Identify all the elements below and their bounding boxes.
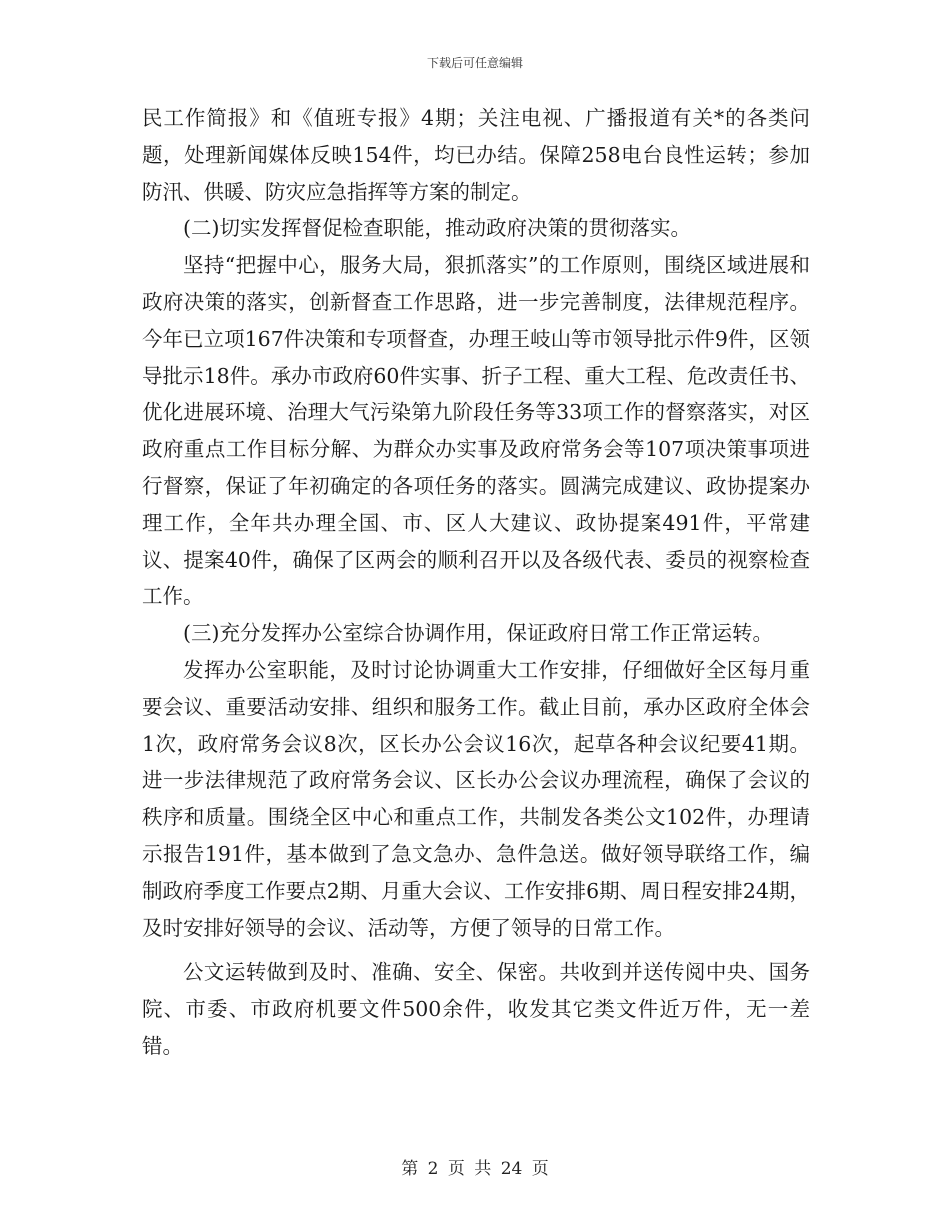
download-note: 下载后可任意编辑: [426, 56, 523, 70]
paragraph-documents: 公文运转做到及时、准确、安全、保密。共收到并送传阅中央、国务院、市委、市政府机要文件500余件，收发其它类文件近万件，无一差错。: [142, 960, 810, 1058]
section-heading-3: (三)充分发挥办公室综合协调作用，保证政府日常工作正常运转。: [183, 621, 773, 646]
paragraph-supervision: 坚持“把握中心，服务大局，狠抓落实”的工作原则，围绕区域进展和政府决策的落实，创新督查工作思路，进一步完善制度，法律规范程序。今年已立项167件决策和专项督查，办理王岐山等市领导批示件9件，区领导批示18件。承办市政府60件实事、折子工程、重大工程、危改责任书、优化进展环境、治理大气污染第九阶段任务等33项工作的督察落实，对区政府重点工作目标分解、为群众办实事及政府常务会等107项决策事项进行督察，保证了年初确定的各项任务的落实。圆满完成建议、政协提案办理工作，全年共办理全国、市、区人大建议、政协提案491件，平常建议、提案40件，确保了区两会的顺利召开以及各级代表、委员的视察检查工作。: [142, 253, 810, 609]
paragraph-coordination: 发挥办公室职能，及时讨论协调重大工作安排，仔细做好全区每月重要会议、重要活动安排、组织和服务工作。截止目前，承办区政府全体会1次，政府常务会议8次，区长办公会议16次，起草各种会议纪要41期。进一步法律规范了政府常务会议、区长办公会议办理流程，确保了会议的秩序和质量。围绕全区中心和重点工作，共制发各类公文102件，办理请示报告191件，基本做到了急文急办、急件急送。做好领导联络工作，编制政府季度工作要点2期、月重大会议、工作安排6期、周日程安排24期，及时安排好领导的会议、活动等，方便了领导的日常工作。: [142, 657, 810, 940]
section-heading-2: (二)切实发挥督促检查职能，推动政府决策的贯彻落实。: [183, 216, 691, 241]
document-body: [142, 100, 810, 1065]
paragraph-continuation: 民工作简报》和《值班专报》4期；关注电视、广播报道有关*的各类问题，处理新闻媒体反映154件，均已办结。保障258电台良性运转；参加防汛、供暖、防灾应急指挥等方案的制定。: [142, 106, 810, 204]
page-number: 第 2 页 共 24 页: [401, 1159, 549, 1179]
